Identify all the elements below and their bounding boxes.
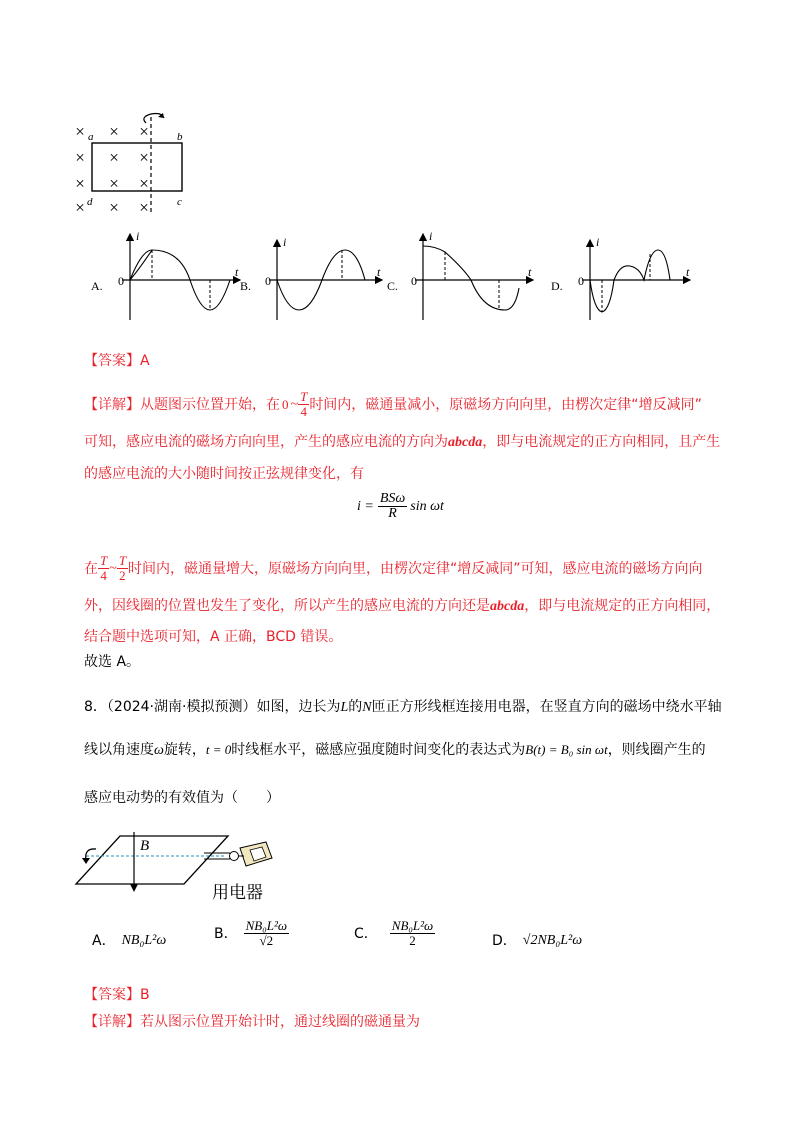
field-cross: × [75, 198, 85, 217]
option-d-label: D. [551, 279, 563, 293]
corner-c-label: c [177, 196, 182, 208]
corner-b-label: b [177, 131, 183, 143]
q8-detail-line1: 【详解】若从图示位置开始计时，通过线圈的磁通量为 [84, 1014, 420, 1030]
coil-field-figure [70, 105, 200, 220]
axis-t-label: t [377, 265, 381, 279]
origin-label: 0 [411, 274, 417, 288]
graph-option-a [122, 234, 240, 320]
q8-option-c[interactable]: C． $\frac{\text{NB₀L²ω}}{2}$ [354, 918, 434, 948]
graph-option-d [582, 240, 690, 320]
field-cross: × [139, 122, 149, 141]
corner-a-label: a [88, 131, 94, 143]
option-c-label: C. [387, 279, 399, 293]
origin-label: 0 [578, 274, 584, 288]
axis-i-label: i [136, 229, 140, 243]
q7-conclusion: 故选 A。 [84, 654, 141, 670]
q8-option-b[interactable]: B． $\frac{\text{NB₀L²ω}}{√2}$ [214, 918, 288, 948]
fraction-T-over-4: $\frac{T}{4}$ [300, 389, 308, 419]
origin-label: 0 [118, 274, 124, 288]
q8-stem-line1: 8．（2024·湖南·模拟预测）如图，边长为L的N匝正方形线框连接用电器，在竖直方向的磁场中绕水平轴 [84, 699, 722, 715]
q7-answer: 【答案】A [84, 353, 150, 369]
axis-i-label: i [429, 229, 433, 243]
field-cross: × [109, 198, 119, 217]
graph-option-b [269, 240, 382, 320]
q7-detail-line1: 【详解】 从题图示位置开始，在 0 ~ $\frac{T}{4}$ 时间内，磁通量减小，原磁场方向向里，由楞次定律“增反减同” [84, 389, 702, 419]
field-cross: × [75, 174, 85, 193]
q8-option-a[interactable]: A． NB₀L²ω [92, 933, 167, 949]
corner-d-label: d [87, 196, 93, 208]
q8-answer: 【答案】B [84, 987, 150, 1003]
axis-t-label: t [686, 265, 690, 279]
field-cross: × [75, 122, 85, 141]
axis-t-label: t [235, 265, 239, 279]
field-cross: × [75, 148, 85, 167]
q7-detail-line4: 在 $\frac{T}{4}$ ~ $\frac{T}{2}$ 时间内，磁通量增大，原磁场方向向里，由楞次定律“增反减同”可知，感应电流的磁场方向向 [84, 553, 703, 583]
option-b-label: B. [240, 279, 252, 293]
field-cross: × [139, 174, 149, 193]
axis-t-label: t [528, 265, 532, 279]
graph-option-c [415, 234, 533, 320]
q8-options [92, 915, 712, 965]
option-graphs [85, 228, 705, 328]
q7-detail-line6: 结合题中选项可知，A 正确，BCD 错误。 [84, 629, 343, 645]
device-label: 用电器 [212, 883, 263, 903]
q8-stem-line3: 感应电动势的有效值为（ ） [84, 790, 280, 806]
field-cross: × [109, 174, 119, 193]
field-cross: × [109, 122, 119, 141]
q7-current-equation: i = $\frac{\text{BSω}}{R}$ sin ωt [357, 491, 444, 521]
field-cross: × [139, 148, 149, 167]
q8-option-d[interactable]: D． √2NB₀L²ω [492, 933, 583, 949]
axis-i-label: i [283, 235, 287, 249]
field-B-label: B [140, 838, 150, 854]
field-cross: × [109, 148, 119, 167]
axis-i-label: i [596, 235, 600, 249]
option-a-label: A. [91, 279, 103, 293]
origin-label: 0 [265, 274, 271, 288]
q7-detail-line2: 可知，感应电流的磁场方向向里，产生的感应电流的方向为abcda，即与电流规定的正方向相同，且产生 [84, 434, 721, 450]
q7-detail-line3: 的感应电流的大小随时间按正弦规律变化，有 [84, 466, 364, 482]
q8-stem-line2: 线以角速度ω旋转，t = 0时线框水平，磁感应强度随时间变化的表达式为B(t) = B₀ sin ωt，则线圈产生的 [84, 742, 706, 758]
field-cross: × [139, 198, 149, 217]
q7-detail-line5: 外，因线圈的位置也发生了变化，所以产生的感应电流的方向还是abcda，即与电流规定的正方向相同， [84, 598, 721, 614]
